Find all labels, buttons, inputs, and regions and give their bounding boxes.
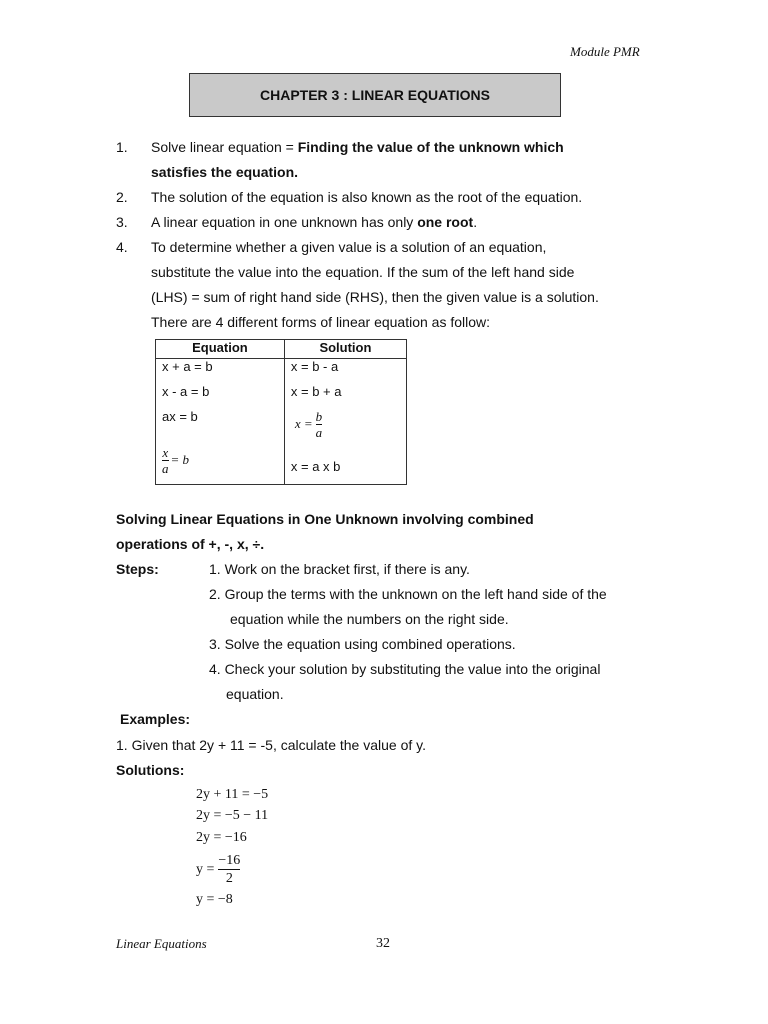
solution-step-2: 2y = −5 − 11 — [196, 808, 269, 823]
table-row — [156, 359, 407, 384]
table-cell-equation — [156, 445, 285, 485]
point-4-line-1: To determine whether a given value is a solution of an equation, — [151, 239, 547, 255]
fraction-denominator: a — [162, 460, 169, 476]
table-header-equation: Equation — [156, 340, 285, 359]
solution-fraction-lhs: y = — [196, 861, 215, 877]
table-cell-equation: ax = b — [156, 409, 285, 445]
point-1-bold-cont: satisfies the equation. — [151, 164, 299, 180]
fraction-numerator: x — [162, 444, 169, 460]
point-3-end: . — [473, 214, 478, 230]
module-label: Module PMR — [570, 44, 640, 59]
fraction-solution — [291, 409, 322, 440]
step-2: 2. Group the terms with the unknown on the left hand side of the — [209, 586, 607, 602]
table-row — [156, 409, 407, 445]
point-3-bold: one root — [417, 214, 474, 230]
solution-step-5: y = −8 — [196, 892, 233, 907]
point-1-text — [151, 139, 564, 155]
step-4: 4. Check your solution by substituting the value into the original — [209, 661, 601, 677]
point-3-text — [151, 214, 477, 230]
table-header-row — [156, 340, 407, 359]
examples-label: Examples: — [120, 711, 191, 727]
step-3: 3. Solve the equation using combined operations. — [209, 636, 516, 652]
point-2-text: The solution of the equation is also known as the root of the equation. — [151, 189, 583, 205]
fraction — [316, 409, 323, 440]
point-number: 2. — [116, 189, 128, 205]
point-number: 4. — [116, 239, 128, 255]
fraction-numerator: −16 — [218, 853, 241, 868]
forms-intro: There are 4 different forms of linear equation as follow: — [151, 314, 491, 330]
table-cell-equation: x - a = b — [156, 384, 285, 409]
solution-step-1: 2y + 11 = −5 — [196, 787, 269, 802]
table-cell-solution: x = a x b — [284, 445, 406, 485]
table-cell-solution: x = b + a — [284, 384, 406, 409]
point-number: 3. — [116, 214, 128, 230]
point-1-plain: Solve linear equation = — [151, 139, 298, 155]
step-2-cont: equation while the numbers on the right side. — [230, 611, 509, 627]
step-1: 1. Work on the bracket first, if there is any. — [209, 561, 470, 577]
point-4-line-2: substitute the value into the equation. If the sum of the left hand side — [151, 264, 575, 280]
chapter-title: CHAPTER 3 : LINEAR EQUATIONS — [189, 73, 561, 117]
solutions-label: Solutions: — [116, 762, 185, 778]
fraction — [162, 445, 169, 476]
point-1-text-cont — [151, 164, 298, 180]
steps-label: Steps: — [116, 561, 159, 577]
page-number: 32 — [376, 936, 390, 951]
table-cell-equation: x + a = b — [156, 359, 285, 384]
solution-fraction — [218, 852, 240, 887]
footer-title: Linear Equations — [116, 936, 207, 951]
point-4-line-3: (LHS) = sum of right hand side (RHS), then the given value is a solution. — [151, 289, 599, 305]
example-question: 1. Given that 2y + 11 = -5, calculate the value of y. — [116, 737, 426, 753]
solution-step-3: 2y = −16 — [196, 830, 247, 845]
linear-forms-table — [155, 339, 407, 485]
fraction-lhs: x = — [294, 416, 313, 431]
fraction-rhs: = b — [170, 452, 190, 467]
fraction-denominator: a — [315, 424, 323, 440]
point-3-plain: A linear equation in one unknown has only — [151, 214, 418, 230]
solution-step-4 — [196, 852, 240, 887]
point-1-bold: Finding the value of the unknown which — [297, 139, 564, 155]
fraction-equation — [162, 445, 189, 476]
fraction-numerator: b — [315, 408, 323, 424]
table-header-solution: Solution — [284, 340, 406, 359]
step-4-cont: equation. — [226, 686, 284, 702]
fraction-denominator: 2 — [225, 871, 233, 886]
table-row — [156, 445, 407, 485]
section-heading-cont: operations of +, -, x, ÷. — [116, 536, 265, 552]
point-number: 1. — [116, 139, 128, 155]
table-cell-solution: x = b - a — [284, 359, 406, 384]
table-row — [156, 384, 407, 409]
table-cell-solution — [284, 409, 406, 445]
section-heading: Solving Linear Equations in One Unknown involving combined — [116, 511, 534, 527]
